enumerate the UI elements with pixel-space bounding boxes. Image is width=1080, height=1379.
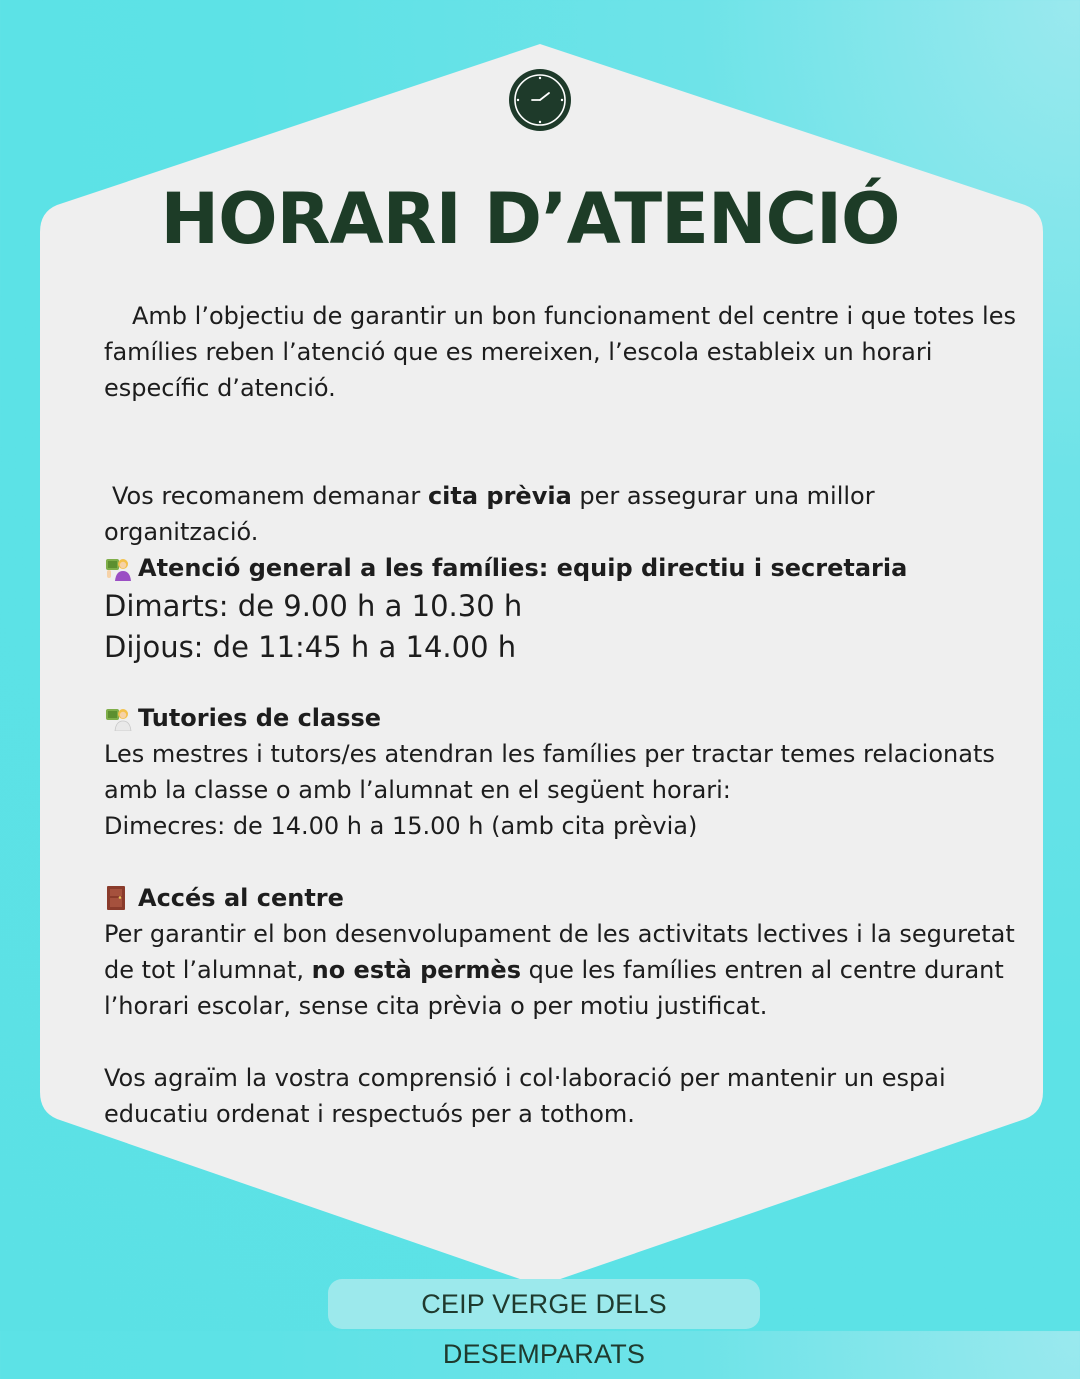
closing-paragraph: Vos agraïm la vostra comprensió i col·laboració per mantenir un espai educatiu ordenat i respectuós per a tothom. [104, 1064, 946, 1128]
tutories-heading-text: Tutories de classe [138, 704, 382, 732]
general-thursday: Dijous: de 11:45 h a 14.00 h [104, 630, 517, 664]
door-icon [104, 885, 134, 911]
tutories-text: Les mestres i tutors/es atendran les famílies per tractar temes relacionats amb la classe o amb l’alumnat en el següent horari: [104, 740, 995, 804]
content [104, 298, 1034, 1132]
recommend-paragraph [104, 478, 1034, 550]
general-heading [104, 550, 1034, 586]
recommend-text: Vos recomanem demanar [112, 482, 428, 510]
acces-paragraph [104, 916, 1034, 1024]
intro-paragraph: Amb l’objectiu de garantir un bon funcionament del centre i que totes les famílies reben l’atenció que es mereixen, l’escola estableix un horari específic d’atenció. [104, 302, 1016, 402]
recommend-text-end: per assegurar una millor organització. [104, 482, 875, 546]
tutories-heading [104, 700, 1034, 736]
recommend-bold: cita prèvia [427, 482, 572, 510]
school-name-badge: CEIP VERGE DELS DESEMPARATS [328, 1279, 760, 1329]
woman-raising-hand-icon [104, 555, 134, 581]
tutories-schedule: Dimecres: de 14.00 h a 15.00 h (amb cita prèvia) [104, 812, 698, 840]
clock-icon [508, 68, 572, 132]
general-heading-text: Atenció general a les famílies: equip directiu i secretaria [138, 554, 908, 582]
acces-text-end: que les famílies entren al centre durant l’horari escolar, sense cita prèvia o per motiu justificat. [104, 956, 1004, 1020]
page-title: HORARI D’ATENCIÓ [160, 178, 900, 260]
acces-heading [104, 880, 1034, 916]
teacher-icon [104, 705, 134, 731]
general-tuesday: Dimarts: de 9.00 h a 10.30 h [104, 589, 523, 623]
acces-text: Per garantir el bon desenvolupament de les activitats lectives i la seguretat de tot l’alumnat, [104, 920, 1015, 984]
acces-heading-text: Accés al centre [138, 884, 344, 912]
acces-bold: no està permès [311, 956, 521, 984]
